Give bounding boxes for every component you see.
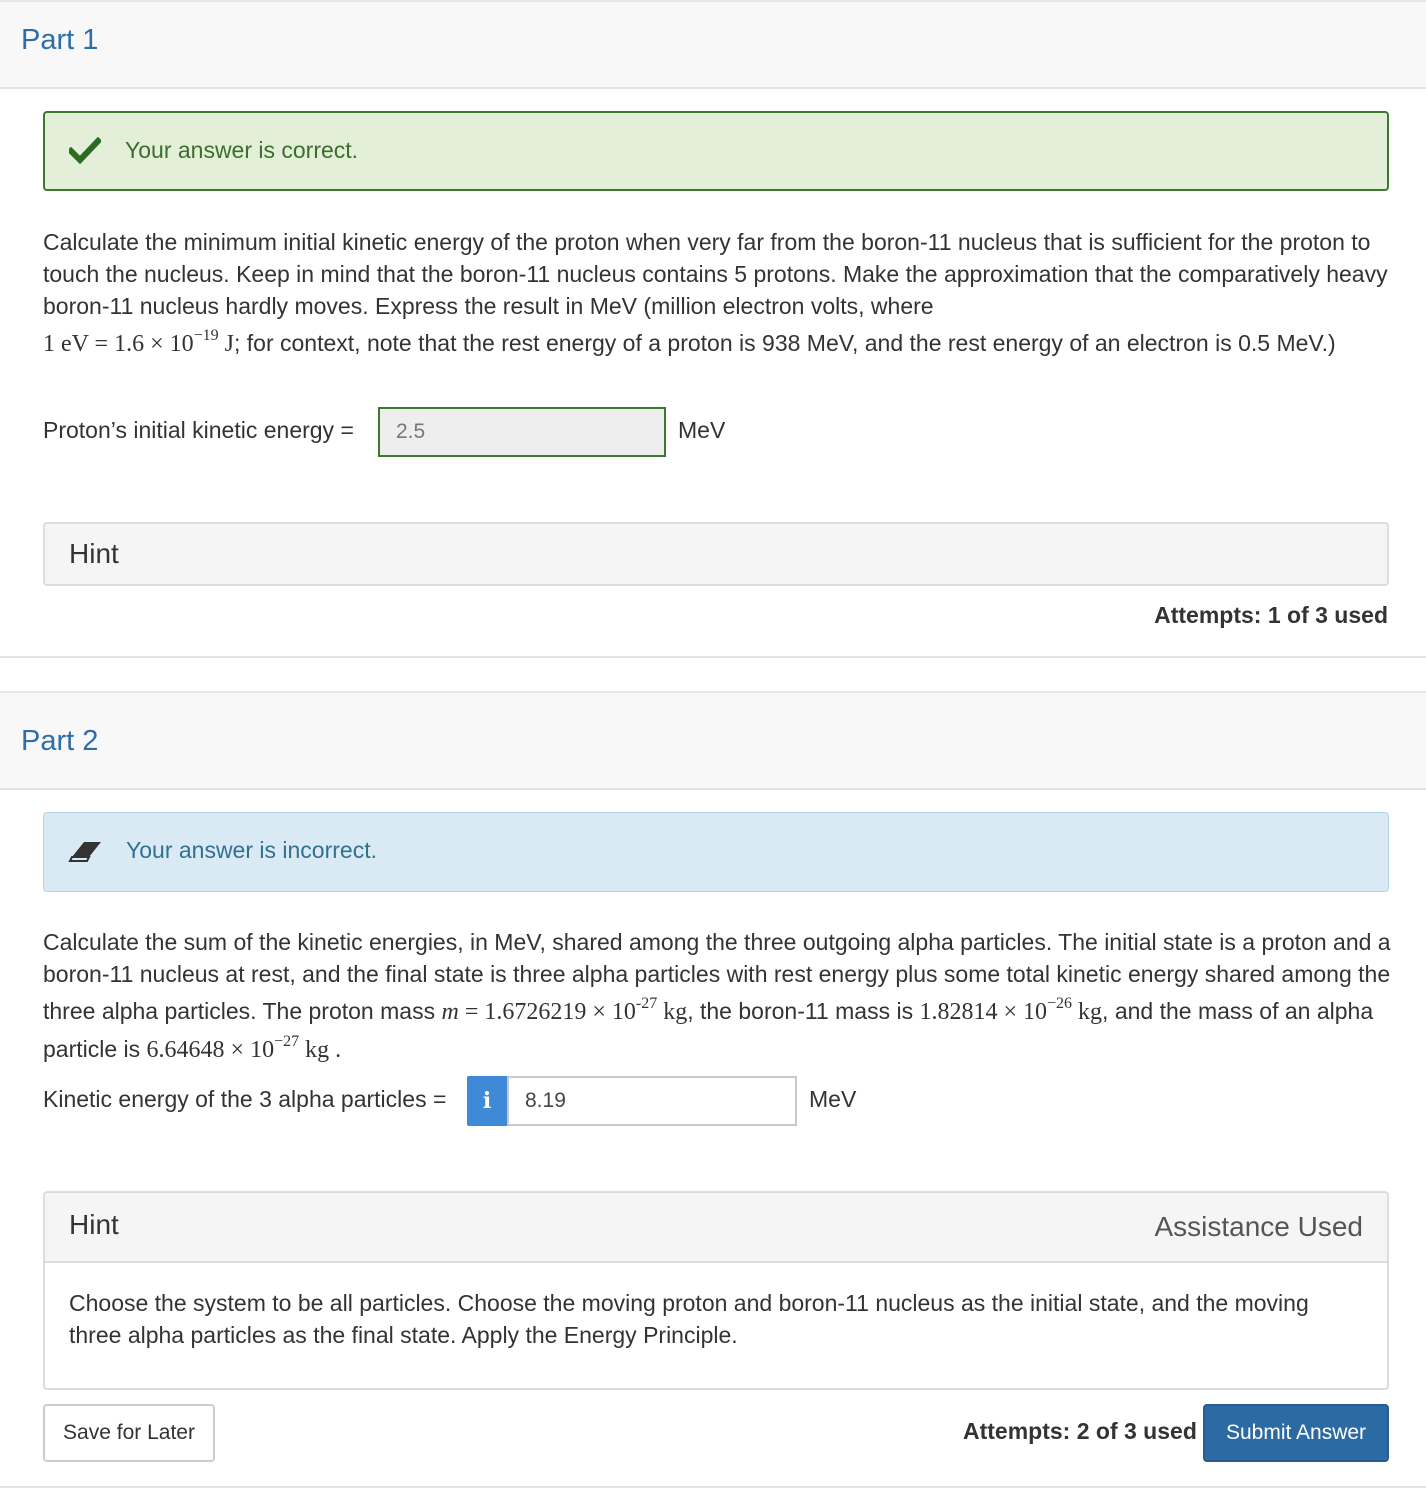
part2-question (43, 926, 1395, 1066)
part1-question-intro: Calculate the minimum initial kinetic energy of the proton when very far from the boron-11 nucleus that is sufficient for the proton to touch the nucleus. Keep in mind that the boron-11 nucleus contains 5 protons. Make the approximation that the comparatively heavy boron-11 nucleus hardly moves. Express the result in MeV (million electron volts, where (43, 229, 1388, 319)
part2-question-b: , the boron-11 mass is (687, 998, 920, 1024)
part2-hint-title: Hint (69, 1209, 119, 1240)
part2-unit: MeV (809, 1086, 857, 1112)
part1-attempts: Attempts: 1 of 3 used (1154, 602, 1388, 628)
alpha-mass-math: $6.64648 \times 10^{-27}$ kg . (146, 1033, 342, 1063)
checkmark-icon (69, 137, 101, 170)
alpha-energy-input[interactable]: 8.19 (507, 1076, 797, 1126)
incorrect-alert-text: Your answer is incorrect. (126, 837, 377, 863)
part1-answer-row (43, 407, 763, 457)
part2-hint-text: Choose the system to be all particles. Choose the moving proton and boron-11 nucleus as the initial state, and the moving three alpha particles as the final state. Apply the Energy Principle. (69, 1290, 1309, 1348)
proton-mass-math: $m = 1.6726219 \times 10^{-27}$ kg (441, 995, 688, 1025)
part2-title: Part 2 (21, 725, 99, 757)
part2-bottom-divider (0, 1486, 1426, 1488)
part2-hint-toggle[interactable] (43, 1191, 1389, 1263)
part2-hint-body (43, 1263, 1389, 1390)
part2-question-a: Calculate the sum of the kinetic energies, in MeV, shared among the three outgoing alpha particles. The initial state is a proton and a boron-11 nucleus at rest, and the final state is three alpha particles with rest energy plus some total kinetic energy shared among the three alpha particles. The proton mass (43, 929, 1391, 1024)
correct-alert (43, 111, 1389, 191)
eraser-icon (68, 837, 104, 870)
part2-question-c: , and the mass of an alpha particle is (43, 998, 1374, 1062)
correct-alert-text: Your answer is correct. (125, 137, 359, 163)
incorrect-alert (43, 812, 1389, 892)
ev-conversion-math: 1 eV = $1.6 \times 10^{-19}$ J (43, 327, 234, 357)
part1-bottom-divider (0, 656, 1426, 658)
part1-hint-title: Hint (69, 538, 119, 569)
part2-answer-label: Kinetic energy of the 3 alpha particles = (43, 1086, 447, 1112)
boron-mass-math: $1.82814 \times 10^{-26}$ kg (919, 995, 1103, 1025)
part1-question-end: ; for context, note that the rest energy of a proton is 938 MeV, and the rest energy of an electron is 0.5 MeV.) (234, 330, 1336, 356)
save-for-later-button[interactable]: Save for Later (43, 1404, 215, 1462)
part1-hint-toggle[interactable] (43, 522, 1389, 586)
info-icon[interactable]: i (467, 1076, 507, 1126)
part1-unit: MeV (678, 417, 726, 443)
part1-answer-label: Proton’s initial kinetic energy = (43, 417, 354, 443)
proton-energy-input[interactable]: 2.5 (378, 407, 666, 457)
part1-header (0, 0, 1426, 89)
part2-header (0, 691, 1426, 790)
assistance-used-label: Assistance Used (1154, 1211, 1363, 1242)
part2-answer-row (43, 1076, 903, 1126)
part1-question (43, 226, 1393, 360)
part2-attempts: Attempts: 2 of 3 used (963, 1418, 1197, 1444)
part1-title: Part 1 (21, 24, 99, 56)
submit-answer-button[interactable]: Submit Answer (1203, 1404, 1389, 1462)
